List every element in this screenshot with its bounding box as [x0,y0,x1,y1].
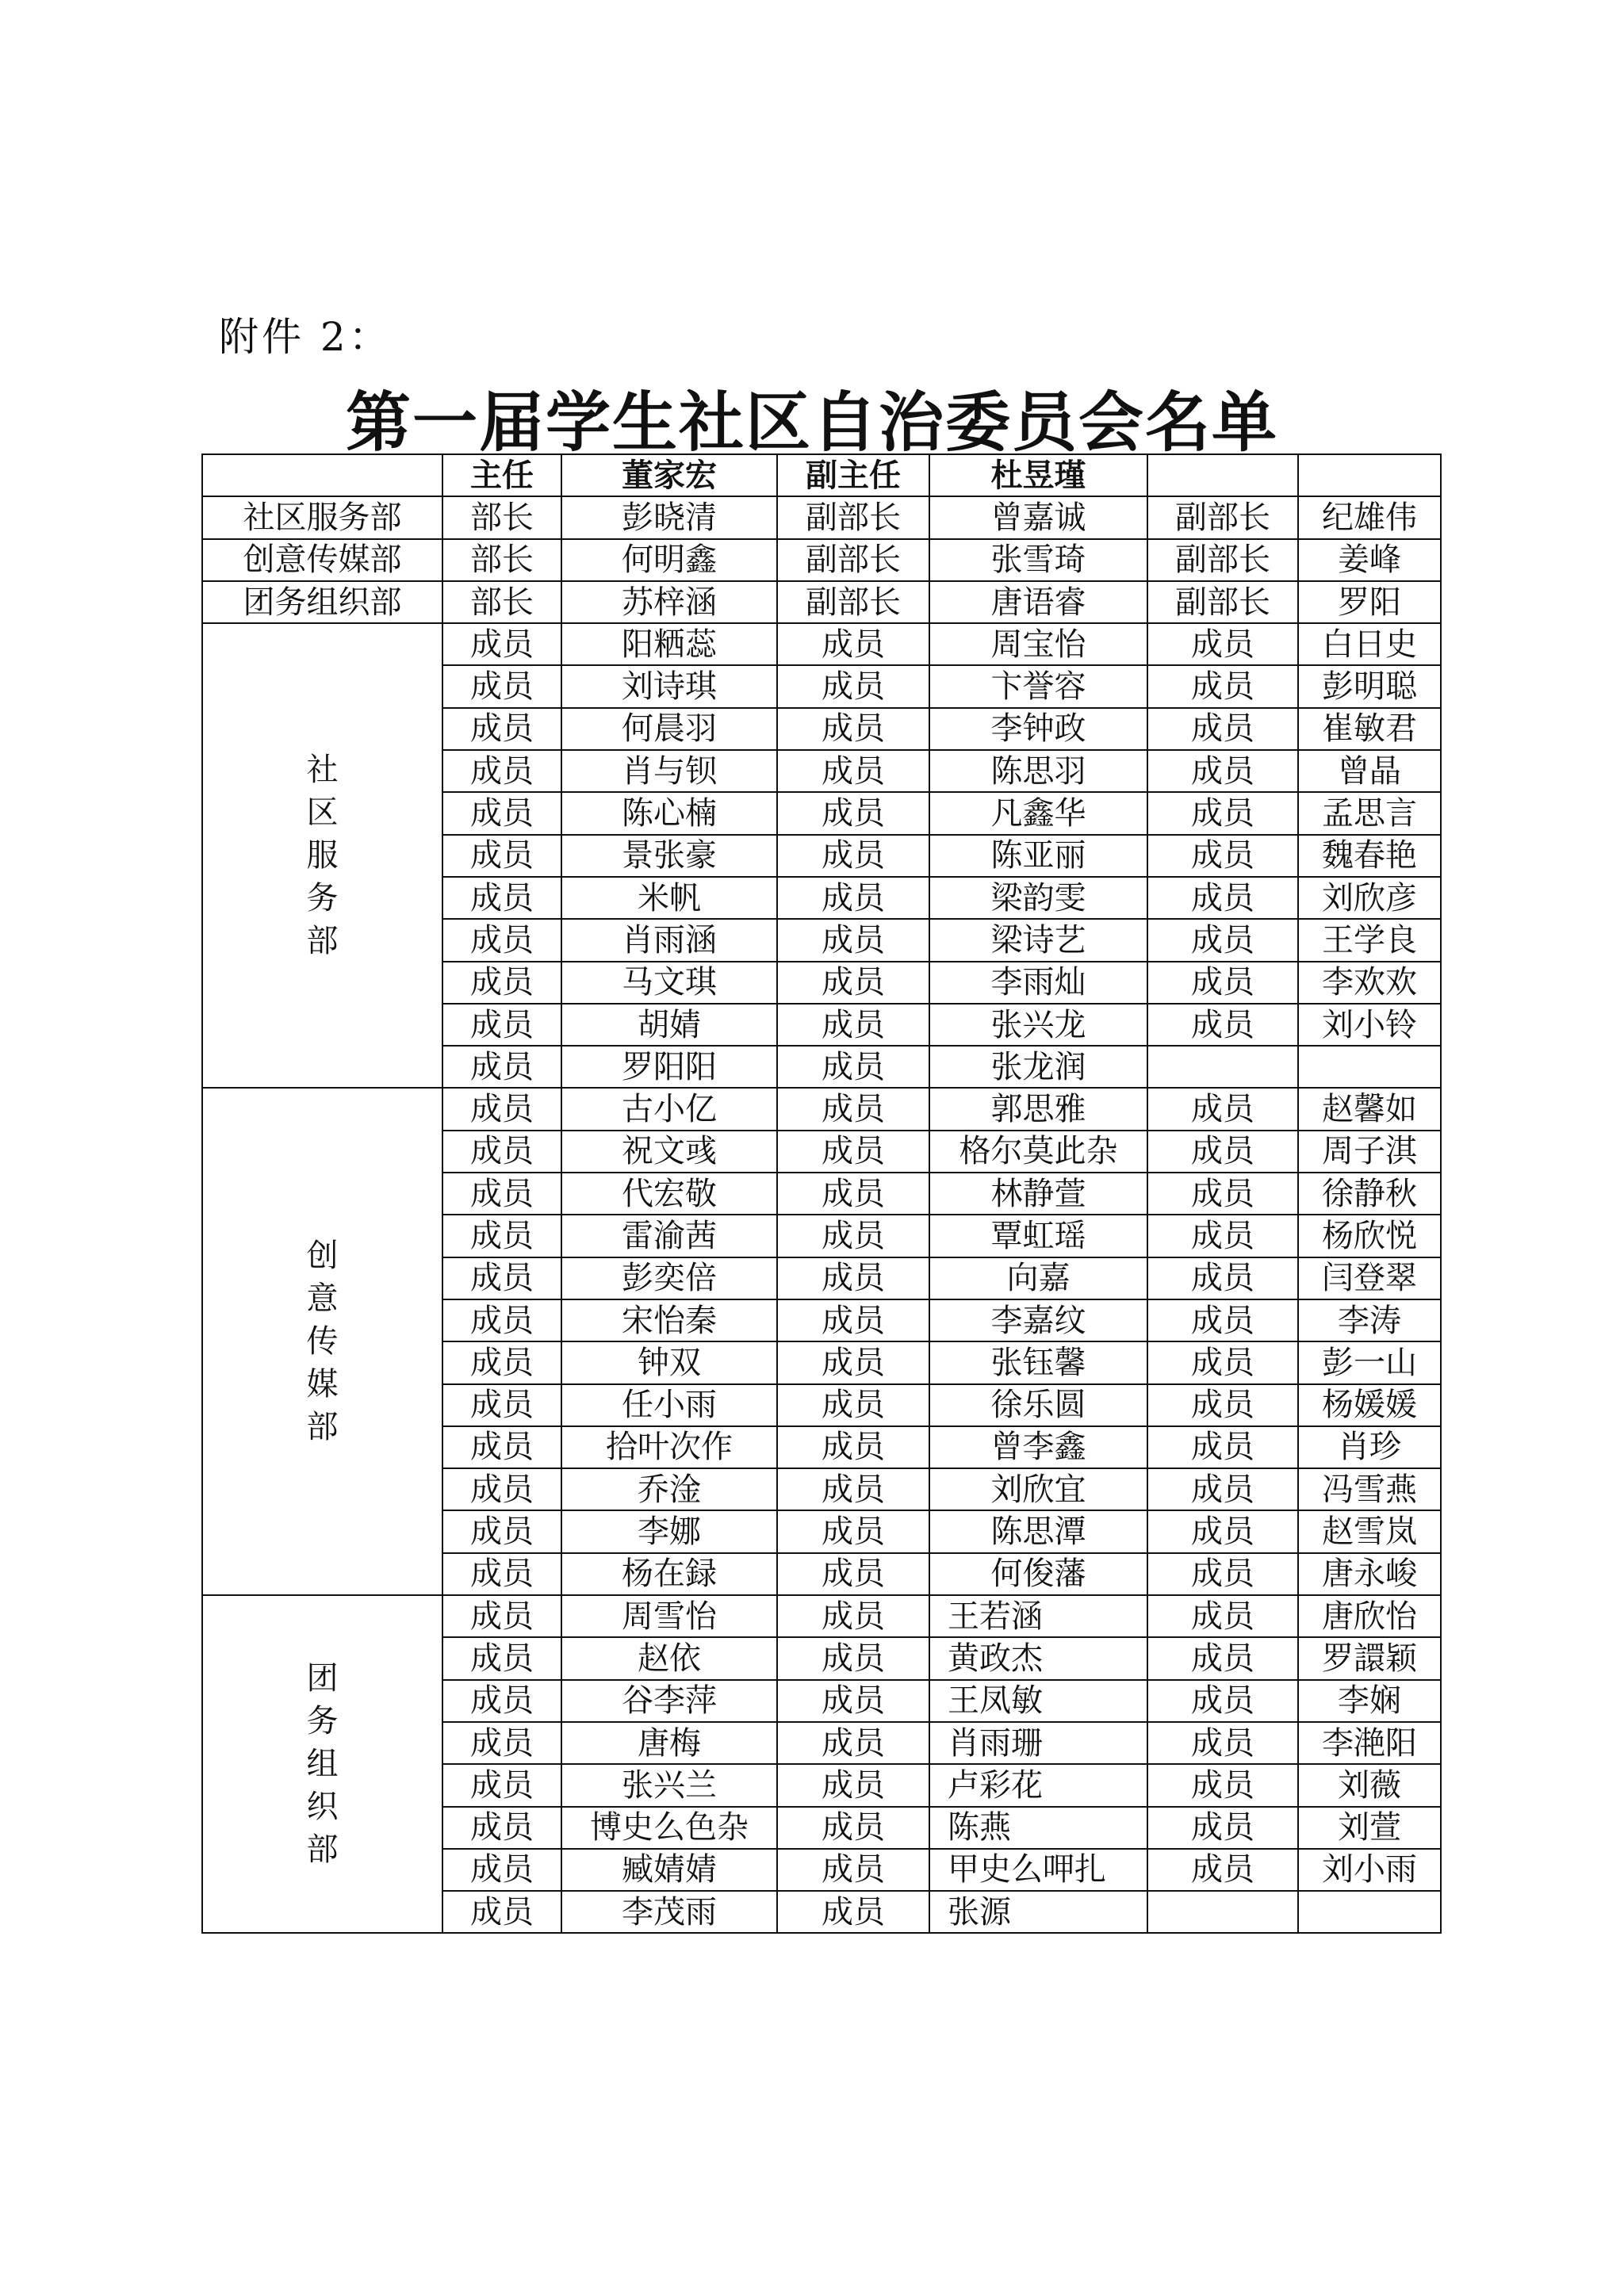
attachment-label: 附件 2： [219,314,392,360]
member-label: 成员 [777,665,929,707]
member-name: 刘萱 [1298,1807,1441,1849]
member-label: 成员 [1147,877,1298,919]
member-label: 成员 [442,1595,561,1637]
member-name: 张龙润 [929,1046,1147,1088]
head-name: 苏梓涵 [561,581,777,623]
member-label: 成员 [442,1807,561,1849]
member-name: 王学良 [1298,919,1441,961]
member-name: 向嘉 [929,1257,1147,1299]
member-label: 成员 [777,1891,929,1933]
member-name: 徐静秋 [1298,1173,1441,1215]
department-vertical-text [307,748,339,962]
member-label: 成员 [442,1553,561,1595]
department-row [202,496,1441,538]
member-name: 任小雨 [561,1384,777,1426]
member-label: 成员 [442,750,561,792]
member-name: 冯雪燕 [1298,1468,1441,1510]
member-label: 成员 [777,1468,929,1510]
member-label: 成员 [777,1807,929,1849]
member-label: 成员 [777,1046,929,1088]
member-name: 肖珍 [1298,1426,1441,1468]
member-name: 孟思言 [1298,792,1441,834]
deputy-label: 副部长 [1147,539,1298,581]
member-name: 彭奕倍 [561,1257,777,1299]
member-name: 李茂雨 [561,1891,777,1933]
department-vertical-text [307,1234,339,1448]
member-label: 成员 [442,665,561,707]
member-name: 崔敏君 [1298,708,1441,750]
member-label: 成员 [777,792,929,834]
member-label: 成员 [777,835,929,877]
member-label: 成员 [1147,708,1298,750]
member-name: 刘薇 [1298,1764,1441,1806]
department-name: 社区服务部 [202,496,442,538]
member-label: 成员 [1147,962,1298,1004]
member-label: 成员 [1147,665,1298,707]
member-label: 成员 [442,1215,561,1257]
member-label: 成员 [442,1891,561,1933]
deputy-label: 副部长 [777,539,929,581]
member-label: 成员 [442,1384,561,1426]
member-label: 成员 [777,1088,929,1130]
department-row [202,539,1441,581]
deputy-label: 副部长 [777,581,929,623]
member-name: 肖与钡 [561,750,777,792]
member-name: 张兴兰 [561,1764,777,1806]
member-name: 刘欣宜 [929,1468,1147,1510]
director-label: 主任 [442,454,561,496]
member-name: 代宏敬 [561,1173,777,1215]
empty-cell [1298,454,1441,496]
member-name: 马文琪 [561,962,777,1004]
member-name: 林静萱 [929,1173,1147,1215]
member-name: 罗阳阳 [561,1046,777,1088]
member-label: 成员 [442,1468,561,1510]
member-label: 成员 [777,1764,929,1806]
member-label: 成员 [442,962,561,1004]
member-label: 成员 [442,1299,561,1341]
member-label: 成员 [442,1764,561,1806]
member-name: 周子淇 [1298,1131,1441,1173]
member-label: 成员 [777,1131,929,1173]
member-name: 梁韵雯 [929,877,1147,919]
member-row [202,1595,1441,1637]
member-name: 曾李鑫 [929,1426,1147,1468]
member-name: 刘诗琪 [561,665,777,707]
member-name: 李涛 [1298,1299,1441,1341]
member-name: 覃虹瑶 [929,1215,1147,1257]
department-char: 织 [306,1789,339,1826]
member-label: 成员 [442,1426,561,1468]
empty-cell [1147,454,1298,496]
member-label: 成员 [1147,1722,1298,1764]
department-char: 务 [306,1703,339,1740]
member-label: 成员 [1147,1299,1298,1341]
member-label: 成员 [1147,1215,1298,1257]
head-label: 部长 [442,539,561,581]
member-name: 郭思雅 [929,1088,1147,1130]
member-name: 杨在録 [561,1553,777,1595]
member-label: 成员 [777,1553,929,1595]
deputy-name: 罗阳 [1298,581,1441,623]
member-label: 成员 [442,1722,561,1764]
member-name: 何俊藩 [929,1553,1147,1595]
member-label: 成员 [1147,1764,1298,1806]
department-char: 服 [306,837,339,874]
member-name: 张钰馨 [929,1341,1147,1383]
member-name: 周雪怡 [561,1595,777,1637]
member-label: 成员 [1147,1680,1298,1722]
member-name: 凡鑫华 [929,792,1147,834]
member-label: 成员 [777,1426,929,1468]
deputy-name: 唐语睿 [929,581,1147,623]
deputy-label: 副部长 [1147,496,1298,538]
vice-director-name: 杜昱瑾 [929,454,1147,496]
empty-cell [202,454,442,496]
member-label: 成员 [777,1257,929,1299]
member-name: 杨欣悦 [1298,1215,1441,1257]
member-label: 成员 [442,877,561,919]
member-name: 李欢欢 [1298,962,1441,1004]
member-name: 闫登翠 [1298,1257,1441,1299]
member-name: 李钟政 [929,708,1147,750]
member-name: 唐永峻 [1298,1553,1441,1595]
member-label: 成员 [1147,1384,1298,1426]
member-label: 成员 [442,1131,561,1173]
member-label: 成员 [1147,1341,1298,1383]
member-label: 成员 [1147,919,1298,961]
department-char: 传 [306,1323,339,1360]
member-label: 成员 [777,1510,929,1552]
member-name: 谷李萍 [561,1680,777,1722]
member-label: 成员 [777,1004,929,1046]
member-label: 成员 [777,1595,929,1637]
department-char: 部 [306,1409,339,1446]
member-name: 李娜 [561,1510,777,1552]
page-title: 第一届学生社区自治委员会名单 [345,385,1278,461]
member-name: 李娴 [1298,1680,1441,1722]
empty-cell [1298,1891,1441,1933]
member-label: 成员 [442,1849,561,1891]
head-label: 部长 [442,496,561,538]
member-label: 成员 [1147,623,1298,665]
member-name: 卢彩花 [929,1764,1147,1806]
deputy-name: 曾嘉诚 [929,496,1147,538]
member-label: 成员 [1147,1004,1298,1046]
member-name: 陈思羽 [929,750,1147,792]
leadership-row [202,454,1441,496]
member-label: 成员 [1147,1637,1298,1679]
member-label: 成员 [777,1637,929,1679]
member-name: 李滟阳 [1298,1722,1441,1764]
member-name: 刘欣彦 [1298,877,1441,919]
member-name: 刘小铃 [1298,1004,1441,1046]
member-name: 彭一山 [1298,1341,1441,1383]
member-label: 成员 [1147,1426,1298,1468]
member-name: 赵馨如 [1298,1088,1441,1130]
member-label: 成员 [777,623,929,665]
department-char: 区 [306,794,339,832]
member-name: 彭明聪 [1298,665,1441,707]
member-label: 成员 [442,1510,561,1552]
member-row [202,1088,1441,1130]
member-name: 何晨羽 [561,708,777,750]
member-name: 唐梅 [561,1722,777,1764]
department-vertical-label [202,623,442,1088]
member-name: 拾叶次作 [561,1426,777,1468]
member-name: 王凤敏 [929,1680,1147,1722]
member-label: 成员 [1147,1088,1298,1130]
member-name: 李嘉纹 [929,1299,1147,1341]
member-row [202,623,1441,665]
department-char: 部 [306,1831,339,1869]
member-label: 成员 [1147,1257,1298,1299]
member-label: 成员 [1147,1173,1298,1215]
member-name: 米帆 [561,877,777,919]
member-name: 张兴龙 [929,1004,1147,1046]
member-label: 成员 [1147,1595,1298,1637]
member-label: 成员 [777,1299,929,1341]
vice-director-label: 副主任 [777,454,929,496]
department-char: 部 [306,923,339,960]
member-name: 阳粞蕊 [561,623,777,665]
member-name: 徐乐圆 [929,1384,1147,1426]
member-name: 古小亿 [561,1088,777,1130]
member-name: 格尔莫此杂 [929,1131,1147,1173]
member-name: 博史么色杂 [561,1807,777,1849]
member-name: 罗譞颖 [1298,1637,1441,1679]
deputy-label: 副部长 [1147,581,1298,623]
member-name: 乔淦 [561,1468,777,1510]
member-label: 成员 [1147,1553,1298,1595]
member-label: 成员 [1147,750,1298,792]
member-label: 成员 [442,1046,561,1088]
deputy-name: 张雪琦 [929,539,1147,581]
member-label: 成员 [777,1173,929,1215]
member-name: 陈亚丽 [929,835,1147,877]
member-name: 宋怡秦 [561,1299,777,1341]
member-label: 成员 [442,1173,561,1215]
deputy-name: 姜峰 [1298,539,1441,581]
department-vertical-label [202,1088,442,1595]
member-name: 祝文彧 [561,1131,777,1173]
department-name: 团务组织部 [202,581,442,623]
head-label: 部长 [442,581,561,623]
member-label: 成员 [1147,1510,1298,1552]
member-name: 赵雪岚 [1298,1510,1441,1552]
member-name: 雷渝茜 [561,1215,777,1257]
member-name: 陈心楠 [561,792,777,834]
member-label: 成员 [777,708,929,750]
member-label: 成员 [442,1088,561,1130]
member-label: 成员 [777,1680,929,1722]
department-char: 务 [306,880,339,917]
department-char: 组 [306,1746,339,1783]
empty-cell [1147,1891,1298,1933]
member-label: 成员 [1147,1468,1298,1510]
member-label: 成员 [777,1849,929,1891]
member-name: 景张豪 [561,835,777,877]
member-name: 刘小雨 [1298,1849,1441,1891]
committee-roster-table [201,453,1442,1934]
department-char: 意 [306,1280,339,1318]
department-vertical-label [202,1595,442,1933]
member-name: 杨媛媛 [1298,1384,1441,1426]
member-name: 陈思潭 [929,1510,1147,1552]
member-name: 钟双 [561,1341,777,1383]
member-label: 成员 [1147,1849,1298,1891]
member-name: 胡婧 [561,1004,777,1046]
department-char: 团 [306,1660,339,1697]
deputy-label: 副部长 [777,496,929,538]
member-label: 成员 [777,1341,929,1383]
member-name: 臧婧婧 [561,1849,777,1891]
member-name: 赵依 [561,1637,777,1679]
department-name: 创意传媒部 [202,539,442,581]
member-label: 成员 [1147,1807,1298,1849]
member-label: 成员 [442,1257,561,1299]
member-name: 王若涵 [929,1595,1147,1637]
member-name: 甲史么呷扎 [929,1849,1147,1891]
head-name: 彭晓清 [561,496,777,538]
department-row [202,581,1441,623]
member-label: 成员 [777,1384,929,1426]
member-name: 周宝怡 [929,623,1147,665]
member-label: 成员 [777,877,929,919]
member-label: 成员 [777,1722,929,1764]
member-label: 成员 [777,750,929,792]
member-name: 黄政杰 [929,1637,1147,1679]
member-label: 成员 [1147,1131,1298,1173]
empty-cell [1298,1046,1441,1088]
member-name: 卞誉容 [929,665,1147,707]
member-name: 梁诗艺 [929,919,1147,961]
department-vertical-text [307,1657,339,1871]
member-name: 曾晶 [1298,750,1441,792]
department-char: 媒 [306,1366,339,1403]
member-label: 成员 [777,919,929,961]
member-label: 成员 [442,1341,561,1383]
director-name: 董家宏 [561,454,777,496]
member-label: 成员 [777,962,929,1004]
member-label: 成员 [777,1215,929,1257]
member-name: 肖雨珊 [929,1722,1147,1764]
member-name: 陈燕 [929,1807,1147,1849]
member-name: 白日史 [1298,623,1441,665]
member-label: 成员 [442,835,561,877]
member-label: 成员 [442,708,561,750]
member-name: 魏春艳 [1298,835,1441,877]
member-label: 成员 [442,919,561,961]
member-label: 成员 [1147,835,1298,877]
member-label: 成员 [442,1004,561,1046]
member-label: 成员 [442,1637,561,1679]
deputy-name: 纪雄伟 [1298,496,1441,538]
head-name: 何明鑫 [561,539,777,581]
member-label: 成员 [442,792,561,834]
department-char: 创 [306,1238,339,1275]
member-label: 成员 [442,623,561,665]
member-name: 李雨灿 [929,962,1147,1004]
empty-cell [1147,1046,1298,1088]
member-name: 张源 [929,1891,1147,1933]
member-label: 成员 [442,1680,561,1722]
department-char: 社 [306,752,339,789]
member-label: 成员 [1147,792,1298,834]
member-name: 肖雨涵 [561,919,777,961]
member-name: 唐欣怡 [1298,1595,1441,1637]
